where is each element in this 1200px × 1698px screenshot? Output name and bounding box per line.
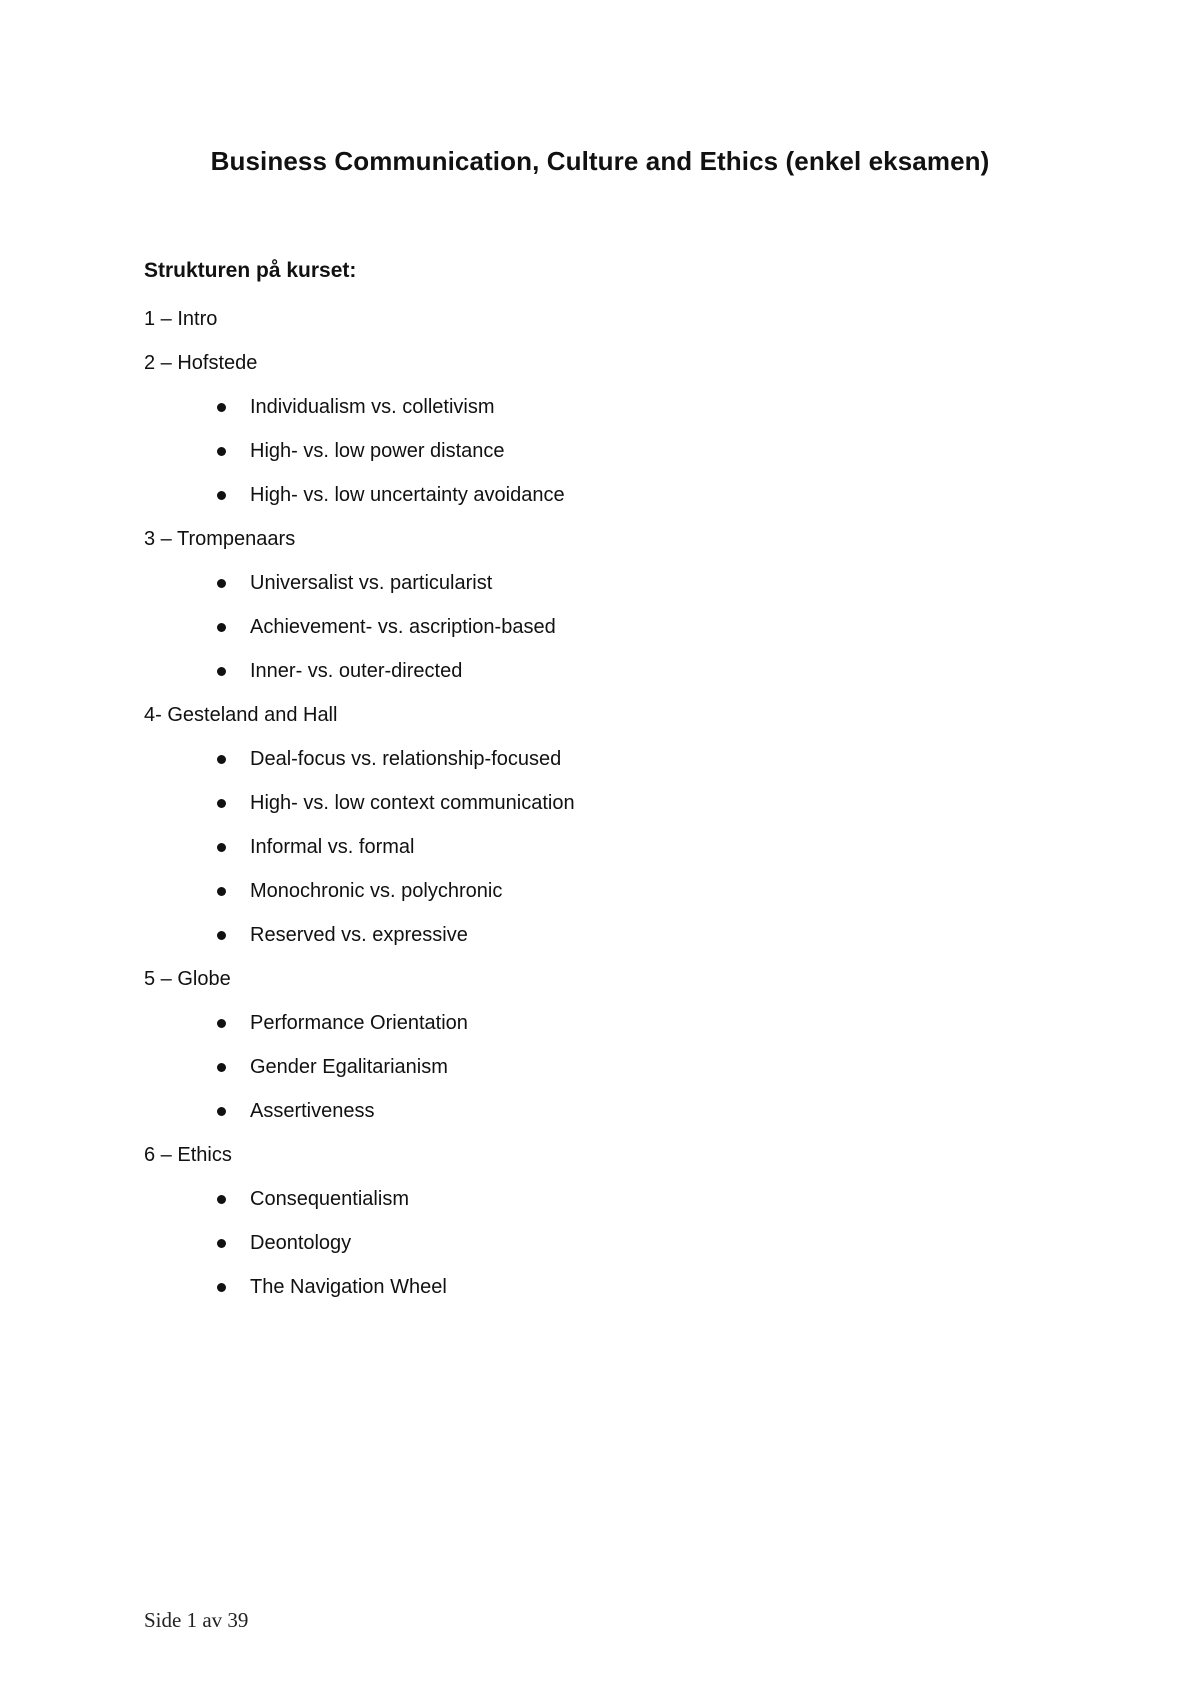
module-title: 2 – Hofstede [144, 352, 258, 374]
list-item-label: Monochronic vs. polychronic [250, 880, 503, 902]
bullet-list [144, 746, 1044, 948]
list-item-label: Informal vs. formal [250, 836, 415, 858]
list-item [144, 570, 1044, 596]
bullet-icon [217, 447, 226, 456]
list-item [144, 658, 1044, 684]
list-item-label: Individualism vs. colletivism [250, 396, 495, 418]
list-item-label: Performance Orientation [250, 1012, 468, 1034]
list-item [144, 834, 1044, 860]
bullet-icon [217, 1107, 226, 1116]
bullet-icon [217, 1063, 226, 1072]
list-item-label: Gender Egalitarianism [250, 1056, 448, 1078]
list-item [144, 746, 1044, 772]
bullet-icon [217, 1239, 226, 1248]
bullet-icon [217, 843, 226, 852]
list-item-label: Consequentialism [250, 1188, 409, 1210]
list-item [144, 394, 1044, 420]
list-item [144, 1098, 1044, 1124]
list-item [144, 1274, 1044, 1300]
bullet-icon [217, 623, 226, 632]
bullet-list [144, 1010, 1044, 1124]
list-item [144, 1054, 1044, 1080]
list-item-label: The Navigation Wheel [250, 1276, 447, 1298]
list-item-label: Inner- vs. outer-directed [250, 660, 463, 682]
list-item-label: Universalist vs. particularist [250, 572, 493, 594]
module-title: 1 – Intro [144, 308, 218, 330]
list-item [144, 482, 1044, 508]
module-title: 5 – Globe [144, 968, 231, 990]
section-heading: Strukturen på kurset: [144, 259, 357, 282]
bullet-icon [217, 579, 226, 588]
list-item [144, 438, 1044, 464]
list-item-label: Deal-focus vs. relationship-focused [250, 748, 562, 770]
bullet-icon [217, 799, 226, 808]
bullet-icon [217, 887, 226, 896]
list-item-label: Assertiveness [250, 1100, 375, 1122]
list-item [144, 1010, 1044, 1036]
page-number: Side 1 av 39 [144, 1608, 249, 1632]
bullet-icon [217, 755, 226, 764]
document-title: Business Communication, Culture and Ethics (enkel eksamen) [210, 146, 990, 176]
list-item [144, 878, 1044, 904]
list-item-label: High- vs. low context communication [250, 792, 575, 814]
module-title: 3 – Trompenaars [144, 528, 296, 550]
list-item-label: High- vs. low uncertainty avoidance [250, 484, 565, 506]
bullet-icon [217, 403, 226, 412]
course-structure [144, 258, 1044, 1318]
list-item [144, 922, 1044, 948]
list-item-label: Reserved vs. expressive [250, 924, 468, 946]
list-item-label: High- vs. low power distance [250, 440, 505, 462]
bullet-icon [217, 931, 226, 940]
bullet-list [144, 394, 1044, 508]
list-item [144, 614, 1044, 640]
list-item [144, 1230, 1044, 1256]
bullet-icon [217, 667, 226, 676]
list-item [144, 790, 1044, 816]
bullet-list [144, 1186, 1044, 1300]
list-item [144, 1186, 1044, 1212]
bullet-icon [217, 1283, 226, 1292]
list-item-label: Deontology [250, 1232, 352, 1254]
list-item-label: Achievement- vs. ascription-based [250, 616, 556, 638]
bullet-icon [217, 1019, 226, 1028]
bullet-icon [217, 491, 226, 500]
bullet-list [144, 570, 1044, 684]
bullet-icon [217, 1195, 226, 1204]
module-title: 4- Gesteland and Hall [144, 704, 338, 726]
module-title: 6 – Ethics [144, 1144, 232, 1166]
